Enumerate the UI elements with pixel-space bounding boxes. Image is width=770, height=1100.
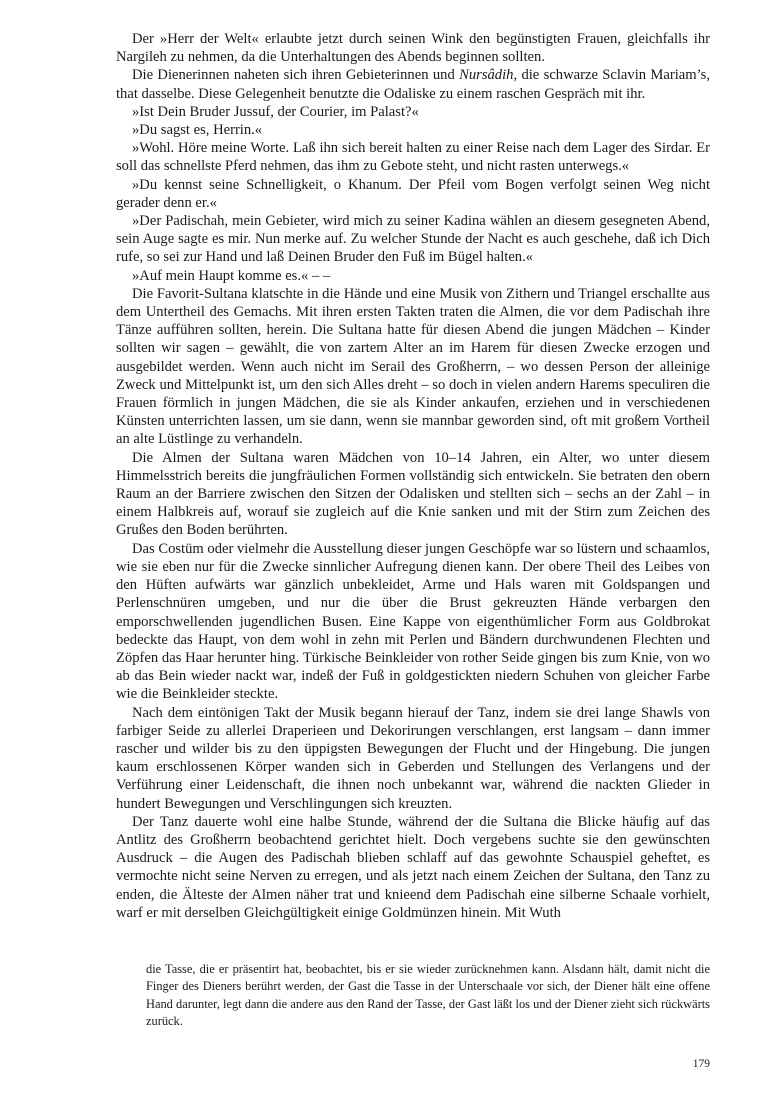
paragraph: »Der Padischah, mein Gebieter, wird mich zu seiner Kadina wählen an diesem gesegneten Abend, sein Auge sagte es mir. Nun merke auf. Zu welcher Stunde der Nacht es auch geschehe, daß ich Dich rufe, so sei zur Hand und laß Deinen Bruder den Fuß im Bügel halten.«	[116, 213, 710, 266]
paragraph: Der Tanz dauerte wohl eine halbe Stunde, während der die Sultana die Blicke häufig auf das Antlitz des Großherrn beobachtend gerichtet hielt. Doch vergebens suchte sie den gewünschten Ausdruck – die Augen des Padischah blieben schlaff auf das gewohnte Schauspiel geheftet, es vermochte nicht seine Nerven zu erregen, und als jetzt nach einem Zeichen der Sultana, den Tanz zu enden, die Älteste der Almen näher trat und knieend dem Padischah eine silberne Schaale vorhielt, warf er mit derselben Gleichgültigkeit einige Goldmünzen hinein. Mit Wuth	[116, 813, 710, 921]
paragraph: »Ist Dein Bruder Jussuf, der Courier, im Palast?«	[132, 103, 419, 120]
paragraph: »Du kennst seine Schnelligkeit, o Khanum. Der Pfeil vom Bogen verfolgt seinen Weg nicht gerader denn er.«	[116, 176, 710, 211]
paragraph: Nach dem eintönigen Takt der Musik begann hierauf der Tanz, indem sie drei lange Shawls von farbiger Seide zu allerlei Draperieen und Dekorirungen verschlangen, erst langsam – dann immer rascher und wilder bis zu den üppigsten Bewegungen der Flucht und der Hingebung. Die jungen kaum erschlossenen Körper wanden sich in Geberden und Stellungen des Verlangens und der Verführung einer Leidenschaft, die ihnen noch unbekannt war, während die nackten Glieder in hundert Bewegungen und Verschlingungen sich kreuzten.	[116, 704, 710, 812]
main-text	[116, 30, 710, 922]
footnote	[146, 961, 710, 1031]
footnote-text: die Tasse, die er präsentirt hat, beobachtet, bis er sie wieder zurücknehmen kann. Alsdann hält, damit nicht die Finger des Dieners berührt werden, der Gast die Tasse in der Unterschaale vor sich, der Diener hält eine offene Hand darunter, legt dann die andere aus den Rand der Tasse, der Gast läßt los und der Diener zieht sich rückwärts zurück.	[146, 962, 710, 1029]
paragraph: Der »Herr der Welt« erlaubte jetzt durch seinen Wink den begünstigten Frauen, gleichfalls ihr Nargileh zu nehmen, da die Unterhaltungen des Abends beginnen sollten.	[116, 31, 710, 66]
paragraph: Das Costüm oder vielmehr die Ausstellung dieser jungen Geschöpfe war so lüstern und schaamlos, wie sie eben nur für die Zwecke sinnlicher Aufregung dienen kann. Der obere Theil des Leibes von den Hüften aufwärts war gänzlich unbekleidet, Arme und Hals waren mit Goldspangen und Perlenschnüren umgeben, und nur die über die Brust gekreuzten Hände verbargen den emporschwellenden jugendlichen Busen. Eine Kappe von eigenthümlicher Form aus Goldbrokat bedeckte das Haupt, von dem wohl in zehn mit Perlen und Bändern durchwundenen Flechten und Zöpfen das Haar herunter hing. Türkische Beinkleider von rother Seide gingen bis zum Knie, von wo ab das Bein wieder nackt war, indeß der Fuß in goldgestickten niedern Schuhen von gleicher Farbe wie die Beinkleider steckte.	[116, 540, 710, 703]
paragraph: Die Favorit-Sultana klatschte in die Hände und eine Musik von Zithern und Triangel erschallte aus dem Untertheil des Gemachs. Mit ihren ersten Takten traten die Almen, die vor dem Padischah ihre Tänze aufführen sollten, herein. Die Sultana hatte für diesen Abend die jungen Mädchen – Kinder sollten wir sagen – gewählt, die von zartem Alter an im Harem für diesen Zwecke erzogen und ausgebildet werden. Wenn auch nicht im Serail des Großherrn, – wo dessen Person der alleinige Zweck und Mittelpunkt ist, um den sich Alles dreht – so doch in vielen andern Harems speculiren die Frauen förmlich in jungen Mädchen, die sie als Kinder ankaufen, erziehen und in verschiedenen Künsten unterrichten lassen, um sie dann, wenn sie mannbar geworden sind, oft mit großem Vortheil an alte Lüstlinge zu verhandeln.	[116, 285, 710, 448]
paragraph: »Wohl. Höre meine Worte. Laß ihn sich bereit halten zu einer Reise nach dem Lager des Sirdar. Er soll das schnellste Pferd nehmen, das ihm zu Gebote steht, und nicht rasten unterwegs.«	[116, 140, 710, 175]
italic-name: Nursâdih	[459, 67, 514, 84]
paragraph: »Du sagst es, Herrin.«	[132, 122, 263, 139]
paragraph: »Auf mein Haupt komme es.« – –	[132, 267, 331, 284]
page-number: 179	[692, 1058, 710, 1070]
paragraph: Die Almen der Sultana waren Mädchen von 10–14 Jahren, ein Alter, wo unter diesem Himmelsstrich bereits die jungfräulichen Formen vollständig sich entwickeln. Sie betraten den obern Raum an der Barriere zwischen den Sitzen der Odalisken und stellten sich – sechs an der Zahl – in einem Halbkreis auf, worauf sie zugleich auf die Knie sanken und mit der Stirn zum Zeichen des Grußes den Boden berührten.	[116, 449, 710, 539]
paragraph: Die Dienerinnen naheten sich ihren Gebieterinnen und Nursâdih, die schwarze Sclavin Mariam’s, that dasselbe. Diese Gelegenheit benutzte die Odaliske zu einem raschen Gespräch mit ihr.	[116, 67, 710, 102]
